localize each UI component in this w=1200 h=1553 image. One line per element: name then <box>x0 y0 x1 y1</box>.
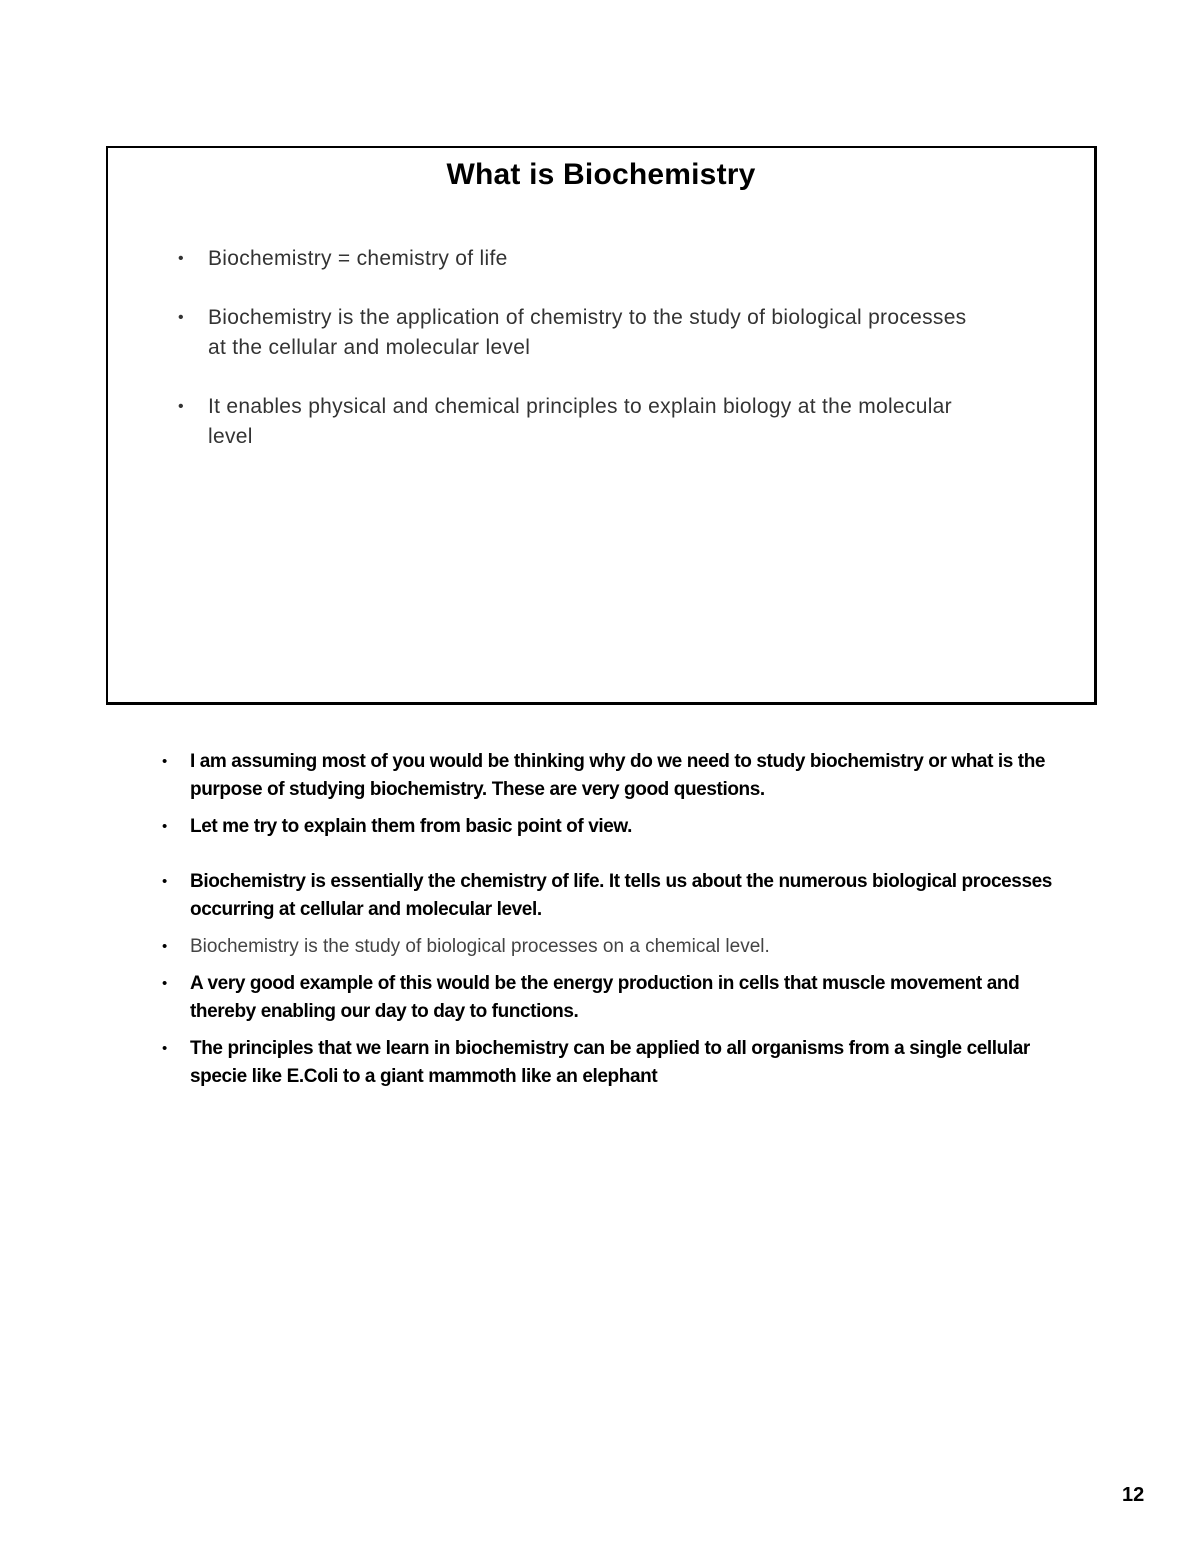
slide-title: What is Biochemistry <box>446 158 756 191</box>
notes-bullet-text: I am assuming most of you would be thinking why do we need to study biochemistry or what is the purpose of studying biochemistry. These are very good questions. <box>190 751 1046 800</box>
bullet-icon: • <box>162 975 167 992</box>
notes-bullet-text: The principles that we learn in biochemistry can be applied to all organisms from a single cellular specie like E.Coli to a giant mammoth like an elephant <box>190 1038 1030 1087</box>
bullet-icon: • <box>162 938 168 955</box>
page-number: 12 <box>1122 1484 1145 1506</box>
notes-bullet-item <box>162 933 1062 961</box>
bullet-icon: • <box>178 398 184 415</box>
bullet-icon: • <box>178 250 184 267</box>
slide-bullet-item <box>178 244 978 274</box>
bullet-icon: • <box>162 873 167 890</box>
slide-bullet-text: Biochemistry = chemistry of life <box>208 247 508 270</box>
notes-bullet-text: Biochemistry is essentially the chemistry of life. It tells us about the numerous biological processes occurring at cellular and molecular level. <box>190 871 1052 920</box>
bullet-icon: • <box>178 309 184 326</box>
bullet-icon: • <box>162 753 167 770</box>
notes-bullet-item <box>162 1035 1062 1091</box>
slide-bullet-text: It enables physical and chemical principles to explain biology at the molecular level <box>208 395 952 448</box>
bullet-icon: • <box>162 818 167 835</box>
slide-bullet-text: Biochemistry is the application of chemistry to the study of biological processes at the cellular and molecular level <box>208 306 967 359</box>
notes-bullet-item <box>162 868 1062 924</box>
slide-bullet-list <box>178 244 978 481</box>
bullet-icon: • <box>162 1040 167 1057</box>
notes-bullet-item <box>162 970 1062 1026</box>
notes-bullet-item <box>162 813 1062 841</box>
slide-bullet-item <box>178 392 978 452</box>
notes-bullet-item <box>162 748 1062 804</box>
slide-bullet-item <box>178 303 978 363</box>
slide-frame <box>106 146 1097 705</box>
notes-bullet-text: A very good example of this would be the energy production in cells that muscle movement and thereby enabling our day to day to functions. <box>190 973 1020 1022</box>
notes-bullet-text: Biochemistry is the study of biological processes on a chemical level. <box>190 936 770 957</box>
notes-bullet-text: Let me try to explain them from basic point of view. <box>190 816 632 837</box>
notes-bullet-list <box>162 748 1062 1100</box>
